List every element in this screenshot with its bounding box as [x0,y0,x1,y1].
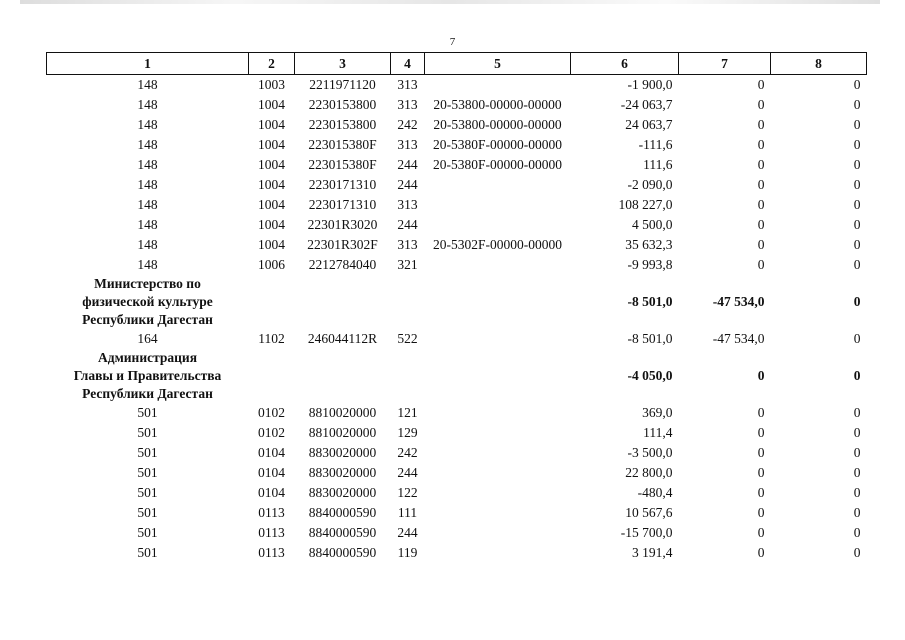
cell-col-8: 0 [853,331,861,346]
cell-col-5 [425,329,571,349]
column-header-4: 4 [391,53,425,75]
cell-col-6: 369,0 [642,405,673,420]
table-row [47,215,867,235]
cell-col-8: 0 [853,425,861,440]
ministry-total-col-6: -4 050,0 [627,368,673,383]
cell-col-1: 164 [137,331,158,346]
cell-col-4: 313 [397,137,418,152]
table-row [47,523,867,543]
cell-col-5 [425,403,571,423]
cell-col-1: 501 [137,445,158,460]
table-row [47,483,867,503]
column-header-6: 6 [571,53,679,75]
cell-col-3: 2230171310 [308,197,377,212]
ministry-name-line: физической культуре [82,294,213,309]
cell-col-7: 0 [757,157,765,172]
cell-col-4: 244 [397,525,418,540]
cell-col-8: 0 [853,177,861,192]
empty-cell [425,349,571,403]
cell-col-8: 0 [853,485,861,500]
cell-col-5: 20-5302F-00000-00000 [433,237,562,252]
empty-cell [391,275,425,329]
empty-cell [249,275,295,329]
cell-col-4: 244 [397,217,418,232]
empty-cell [425,275,571,329]
ministry-total-col-6: -8 501,0 [627,294,673,309]
cell-col-8: 0 [853,137,861,152]
cell-col-8: 0 [853,197,861,212]
cell-col-4: 242 [397,445,418,460]
ministry-name-line: Главы и Правительства [73,368,222,383]
cell-col-7: 0 [757,505,765,520]
cell-col-4: 321 [397,257,418,272]
cell-col-2: 0104 [258,465,285,480]
cell-col-8: 0 [853,525,861,540]
cell-col-5 [425,195,571,215]
cell-col-3: 223015380F [308,137,377,152]
cell-col-7: 0 [757,425,765,440]
cell-col-4: 313 [397,197,418,212]
cell-col-8: 0 [853,117,861,132]
cell-col-2: 1006 [258,257,285,272]
cell-col-5 [425,463,571,483]
cell-col-5 [425,503,571,523]
cell-col-5 [425,483,571,503]
cell-col-3: 8840000590 [308,545,377,560]
cell-col-3: 2230153800 [308,117,377,132]
table-row [47,115,867,135]
cell-col-1: 148 [137,137,158,152]
cell-col-1: 148 [137,217,158,232]
empty-cell [391,349,425,403]
cell-col-6: 22 800,0 [625,465,673,480]
cell-col-4: 121 [397,405,418,420]
cell-col-3: 22301R302F [307,237,378,252]
ministry-name-line: Республики Дагестан [82,386,213,401]
cell-col-7: 0 [757,97,765,112]
cell-col-8: 0 [853,217,861,232]
ministry-total-col-8: 0 [853,368,861,383]
cell-col-6: -9 993,8 [627,257,673,272]
cell-col-8: 0 [853,157,861,172]
cell-col-7: 0 [757,257,765,272]
cell-col-8: 0 [853,257,861,272]
column-header-3: 3 [295,53,391,75]
cell-col-8: 0 [853,465,861,480]
cell-col-8: 0 [853,445,861,460]
cell-col-1: 501 [137,405,158,420]
cell-col-5: 20-53800-00000-00000 [433,97,562,112]
cell-col-6: 111,6 [643,157,673,172]
table-row [47,543,867,563]
cell-col-4: 244 [397,465,418,480]
cell-col-1: 148 [137,257,158,272]
ministry-name-line: Министерство по [94,276,201,291]
cell-col-8: 0 [853,405,861,420]
cell-col-7: 0 [757,77,765,92]
cell-col-4: 111 [397,505,418,520]
cell-col-3: 8810020000 [308,425,377,440]
cell-col-3: 2230171310 [308,177,377,192]
cell-col-8: 0 [853,545,861,560]
cell-col-2: 1102 [258,331,285,346]
table-body [47,75,867,564]
cell-col-2: 0104 [258,485,285,500]
column-header-7: 7 [679,53,771,75]
cell-col-6: -24 063,7 [620,97,673,112]
cell-col-2: 0102 [258,405,285,420]
table-row [47,155,867,175]
cell-col-3: 8830020000 [308,465,377,480]
cell-col-6: -1 900,0 [627,77,673,92]
cell-col-3: 8830020000 [308,485,377,500]
cell-col-6: 10 567,6 [625,505,673,520]
cell-col-6: 24 063,7 [625,117,673,132]
cell-col-4: 244 [397,157,418,172]
cell-col-4: 244 [397,177,418,192]
cell-col-6: 3 191,4 [632,545,673,560]
cell-col-5 [425,523,571,543]
ministry-name-line: Администрация [97,350,197,365]
ministry-total-col-7: -47 534,0 [712,294,765,309]
cell-col-7: 0 [757,485,765,500]
cell-col-5: 20-5380F-00000-00000 [433,137,562,152]
cell-col-8: 0 [853,505,861,520]
cell-col-1: 501 [137,465,158,480]
cell-col-7: 0 [757,525,765,540]
cell-col-6: -111,6 [638,137,673,152]
cell-col-7: 0 [757,137,765,152]
budget-table [46,52,867,563]
table-row [47,75,867,96]
cell-col-3: 8840000590 [308,505,377,520]
cell-col-1: 148 [137,97,158,112]
cell-col-5: 20-53800-00000-00000 [433,117,562,132]
scan-edge-artifact [20,0,880,4]
cell-col-4: 129 [397,425,418,440]
cell-col-1: 148 [137,77,158,92]
cell-col-7: -47 534,0 [712,331,765,346]
cell-col-2: 0113 [258,545,285,560]
cell-col-6: -15 700,0 [620,525,673,540]
table-row [47,135,867,155]
cell-col-6: -8 501,0 [627,331,673,346]
table-row [47,423,867,443]
cell-col-5: 20-5380F-00000-00000 [433,157,562,172]
column-header-1: 1 [47,53,249,75]
cell-col-4: 313 [397,237,418,252]
cell-col-4: 522 [397,331,418,346]
empty-cell [295,349,391,403]
cell-col-5 [425,423,571,443]
column-header-2: 2 [249,53,295,75]
cell-col-4: 119 [397,545,418,560]
cell-col-2: 1003 [258,77,285,92]
cell-col-1: 501 [137,505,158,520]
cell-col-6: 111,4 [643,425,673,440]
cell-col-8: 0 [853,77,861,92]
table-row [47,235,867,255]
ministry-total-row [47,349,867,403]
cell-col-3: 2212784040 [308,257,377,272]
cell-col-2: 1004 [258,197,285,212]
cell-col-5 [425,255,571,275]
cell-col-2: 1004 [258,237,285,252]
cell-col-5 [425,175,571,195]
cell-col-2: 0113 [258,505,285,520]
cell-col-5 [425,215,571,235]
cell-col-2: 1004 [258,97,285,112]
cell-col-7: 0 [757,445,765,460]
table-row [47,329,867,349]
ministry-name-line: Республики Дагестан [82,312,213,327]
cell-col-3: 2230153800 [308,97,377,112]
cell-col-3: 223015380F [308,157,377,172]
cell-col-6: -2 090,0 [627,177,673,192]
cell-col-3: 8840000590 [308,525,377,540]
cell-col-2: 0104 [258,445,285,460]
cell-col-7: 0 [757,217,765,232]
page-number: 7 [449,36,456,48]
empty-cell [295,275,391,329]
cell-col-2: 1004 [258,157,285,172]
cell-col-2: 0102 [258,425,285,440]
cell-col-8: 0 [853,237,861,252]
cell-col-4: 313 [397,97,418,112]
cell-col-7: 0 [757,177,765,192]
cell-col-6: -3 500,0 [627,445,673,460]
empty-cell [249,349,295,403]
table-row [47,95,867,115]
cell-col-6: 4 500,0 [632,217,673,232]
cell-col-7: 0 [757,465,765,480]
ministry-name [47,275,249,329]
cell-col-5 [425,443,571,463]
cell-col-5 [425,75,571,96]
cell-col-3: 246044112R [307,331,378,346]
cell-col-6: -480,4 [637,485,673,500]
cell-col-7: 0 [757,545,765,560]
ministry-total-col-8: 0 [853,294,861,309]
cell-col-1: 501 [137,525,158,540]
cell-col-3: 8830020000 [308,445,377,460]
cell-col-2: 1004 [258,217,285,232]
table-row [47,443,867,463]
ministry-total-col-7: 0 [757,368,765,383]
cell-col-3: 2211971120 [309,77,376,92]
table-row [47,463,867,483]
table-row [47,195,867,215]
cell-col-1: 501 [137,425,158,440]
cell-col-3: 8810020000 [308,405,377,420]
column-header-row [47,53,867,75]
cell-col-1: 148 [137,117,158,132]
cell-col-6: 108 227,0 [618,197,673,212]
cell-col-5 [425,543,571,563]
ministry-total-row [47,275,867,329]
cell-col-1: 148 [137,177,158,192]
cell-col-4: 313 [397,77,418,92]
cell-col-4: 242 [397,117,418,132]
cell-col-1: 501 [137,545,158,560]
cell-col-7: 0 [757,237,765,252]
ministry-name [47,349,249,403]
table-row [47,255,867,275]
table-row [47,175,867,195]
cell-col-4: 122 [397,485,418,500]
cell-col-2: 1004 [258,177,285,192]
column-header-5: 5 [425,53,571,75]
cell-col-1: 148 [137,197,158,212]
cell-col-2: 0113 [258,525,285,540]
cell-col-1: 501 [137,485,158,500]
cell-col-7: 0 [757,197,765,212]
cell-col-7: 0 [757,405,765,420]
cell-col-8: 0 [853,97,861,112]
table-row [47,503,867,523]
column-header-8: 8 [771,53,867,75]
cell-col-2: 1004 [258,117,285,132]
cell-col-6: 35 632,3 [625,237,673,252]
cell-col-1: 148 [137,157,158,172]
cell-col-3: 22301R3020 [307,217,378,232]
cell-col-7: 0 [757,117,765,132]
cell-col-2: 1004 [258,137,285,152]
table-row [47,403,867,423]
cell-col-1: 148 [137,237,158,252]
